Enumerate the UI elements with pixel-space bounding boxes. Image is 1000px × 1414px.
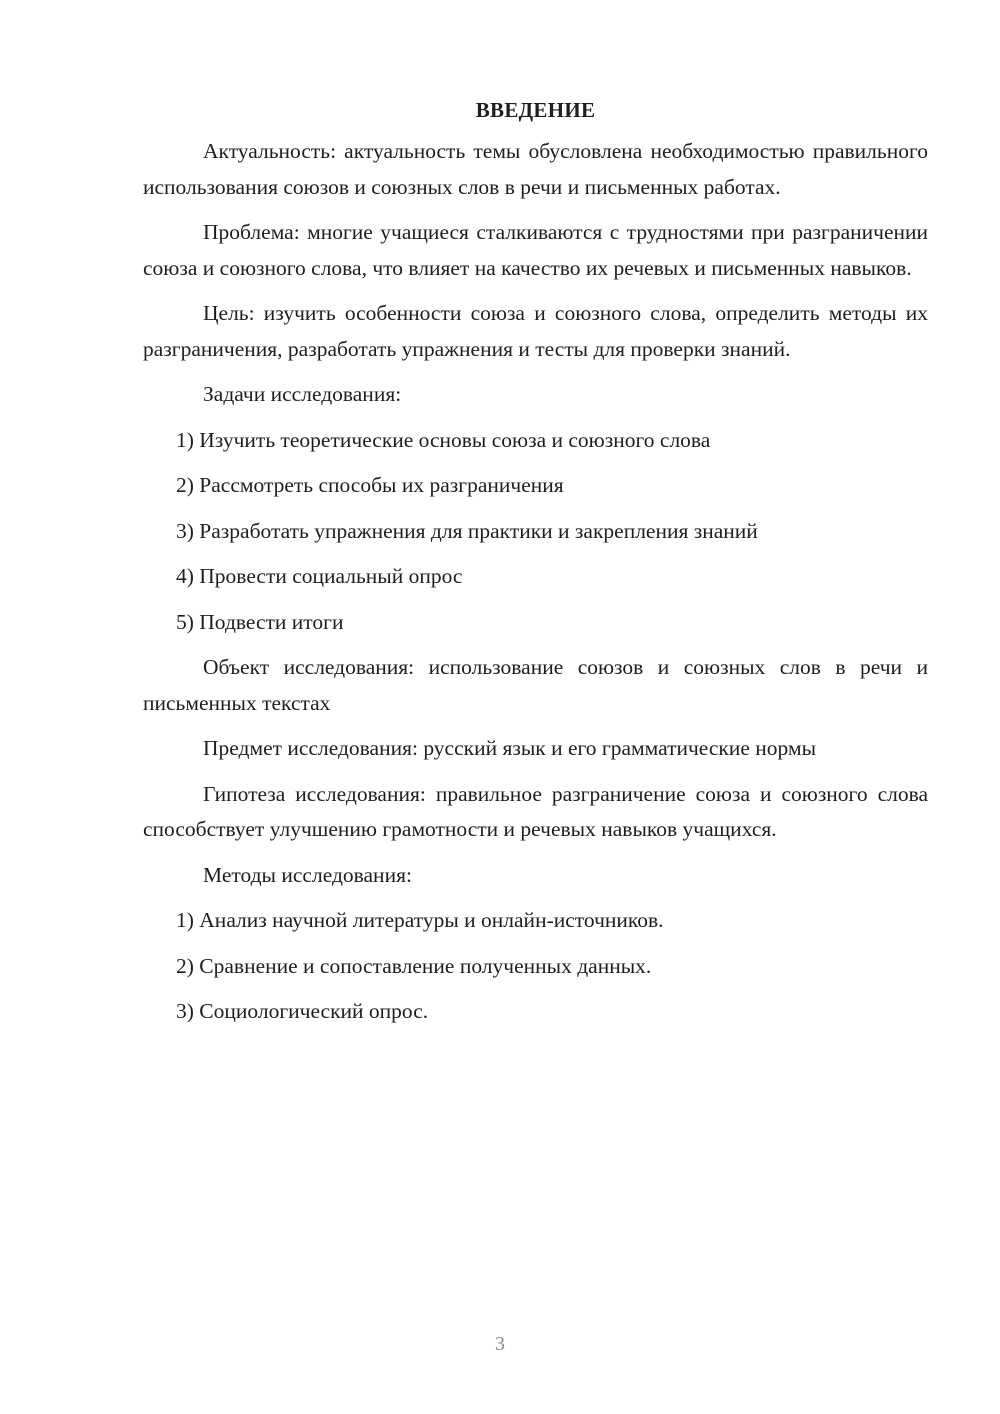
tasks-heading: Задачи исследования: [203,382,402,406]
method-item: 2) Сравнение и сопоставление полученных данных. [176,953,652,978]
task-item: 3) Разработать упражнения для практики и закрепления знаний [176,518,758,543]
hypothesis-paragraph: Гипотеза исследования: правильное разграничение союза и союзного слова способствует улучшению грамотности и речевых навыков учащихся. [143,781,928,841]
relevance-paragraph: Актуальность: актуальность темы обусловлена необходимостью правильного использования союзов и союзных слов в речи и письменных работах. [143,139,928,199]
subject-paragraph: Предмет исследования: русский язык и его грамматические нормы [203,736,817,760]
page-number: 3 [495,1333,505,1355]
method-item: 1) Анализ научной литературы и онлайн-источников. [176,908,664,932]
tasks-list [143,423,928,641]
document-page [143,94,928,1040]
methods-list [143,903,928,1030]
task-item: 5) Подвести итоги [176,609,344,634]
problem-paragraph: Проблема: многие учащиеся сталкиваются с трудностями при разграничении союза и союзного слова, что влияет на качество их речевых и письменных навыков. [143,220,928,280]
object-paragraph: Объект исследования: использование союзов и союзных слов в речи и письменных текстах [143,655,928,715]
task-item: 1) Изучить теоретические основы союза и союзного слова [176,427,711,452]
methods-heading: Методы исследования: [203,862,412,887]
method-item: 3) Социологический опрос. [176,999,429,1023]
task-item: 4) Провести социальный опрос [176,564,463,588]
task-item: 2) Рассмотреть способы их разграничения [176,473,564,497]
document-title: ВВЕДЕНИЕ [475,98,596,122]
goal-paragraph: Цель: изучить особенности союза и союзного слова, определить методы их разграничения, разработать упражнения и тесты для проверки знаний. [143,301,928,361]
